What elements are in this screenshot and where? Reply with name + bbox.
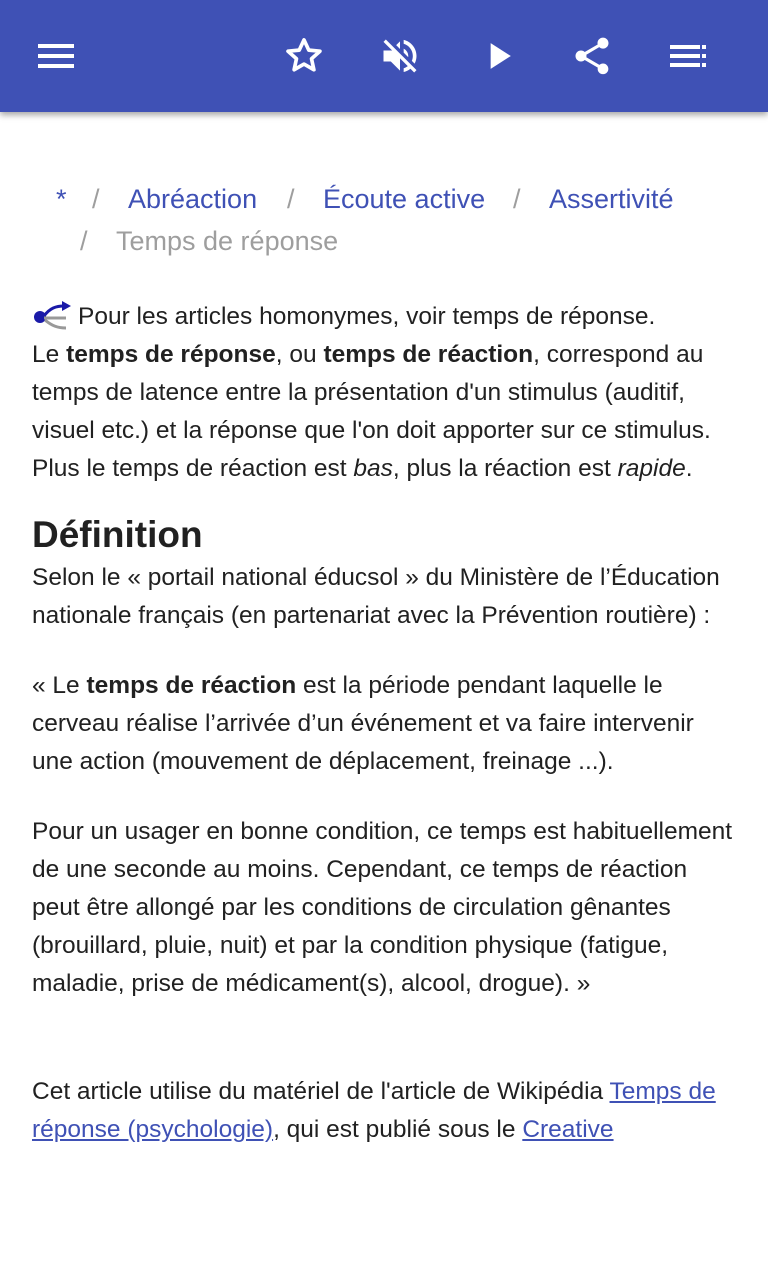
breadcrumb-separator: / — [92, 184, 100, 214]
hatnote-text: Pour les articles homonymes, voir temps de réponse. — [78, 303, 656, 330]
breadcrumb-item-assertivite[interactable]: Assertivité — [549, 184, 674, 214]
favorite-button[interactable] — [276, 28, 332, 84]
breadcrumb-item-ecoute-active[interactable]: Écoute active — [323, 184, 486, 214]
intro-bold-term: temps de réponse — [66, 341, 276, 368]
quote-text: est la période pendant laquelle le cerveau réalise l’arrivée d’un événement et va faire intervenir une action (mouvement de déplacement, freinage ...). — [32, 672, 694, 775]
intro-italic-term: bas — [353, 455, 393, 482]
app-bar — [0, 0, 768, 112]
breadcrumb-row-1 — [32, 178, 736, 220]
quote-bold-term: temps de réaction — [86, 672, 297, 699]
intro-paragraph — [32, 336, 738, 488]
intro-bold-term: temps de réaction — [323, 341, 534, 368]
star-outline-icon — [282, 34, 326, 78]
quote-paragraph: Pour un usager en bonne condition, ce temps est habituellement de une seconde au moins. Cependant, ce temps de réaction peut être allongé par les conditions de circulation gênantes (brouillard, pluie, nuit) et par la condition physique (fatigue, maladie, prise de médicament(s), alcool, drogue). » — [32, 818, 733, 997]
attribution-paragraph — [32, 1073, 738, 1149]
play-icon — [476, 34, 520, 78]
mute-button[interactable] — [372, 28, 428, 84]
license-link[interactable]: Creative — [522, 1116, 614, 1143]
intro-italic-term: rapide — [617, 455, 686, 482]
menu-button[interactable] — [28, 28, 84, 84]
definition-paragraph: Selon le « portail national éducsol » du Ministère de l’Éducation nationale français (en partenariat avec la Prévention routière) : — [32, 564, 720, 629]
quote-paragraph — [32, 667, 738, 781]
wikipedia-article-link[interactable]: Temps de réponse (psychologie) — [32, 1078, 716, 1143]
breadcrumb — [32, 178, 736, 262]
intro-text: , ou — [275, 341, 324, 368]
hamburger-menu-icon — [36, 36, 76, 76]
breadcrumb-row-2 — [32, 220, 736, 262]
section-heading: Définition — [32, 514, 203, 555]
volume-off-icon — [378, 34, 422, 78]
intro-text: , correspond au temps de latence entre la présentation d'un stimulus (auditif, visuel etc.) et la réponse que l'on doit apporter sur ce stimulus. Plus le temps de réaction est — [32, 341, 711, 482]
intro-text: . — [685, 455, 693, 482]
breadcrumb-item-abreaction[interactable]: Abréaction — [128, 184, 258, 214]
breadcrumb-separator: / — [513, 184, 521, 214]
attribution-text: , qui est publié sous le — [273, 1116, 523, 1143]
contents-button[interactable] — [660, 28, 716, 84]
share-button[interactable] — [564, 28, 620, 84]
intro-text: Le — [32, 341, 67, 368]
play-button[interactable] — [470, 28, 526, 84]
hatnote — [32, 298, 738, 336]
list-icon — [668, 36, 708, 76]
breadcrumb-separator: / — [80, 226, 88, 256]
breadcrumb-current: Temps de réponse — [116, 226, 339, 256]
breadcrumb-item-home[interactable]: * — [56, 184, 67, 214]
article-body — [32, 298, 738, 1149]
quote-text: « Le — [32, 672, 87, 699]
disambiguation-icon — [32, 300, 72, 330]
share-icon — [570, 34, 614, 78]
attribution-text: Cet article utilise du matériel de l'article de Wikipédia — [32, 1078, 610, 1105]
breadcrumb-separator: / — [287, 184, 295, 214]
intro-text: , plus la réaction est — [392, 455, 618, 482]
